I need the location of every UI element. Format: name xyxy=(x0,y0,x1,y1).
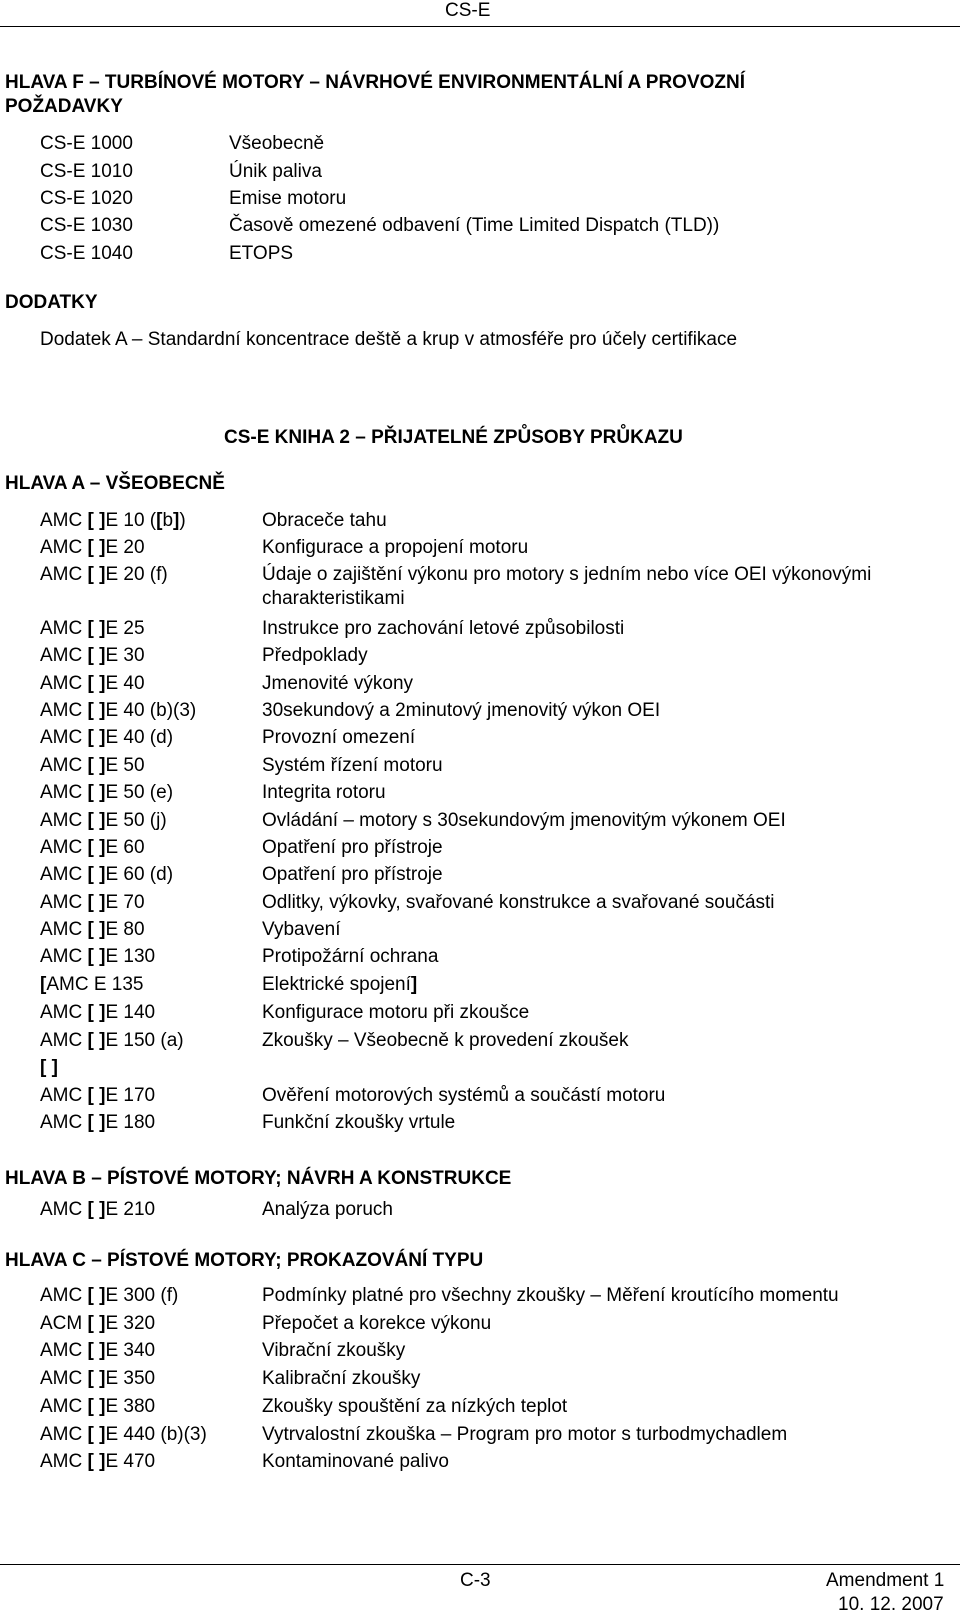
amendment-bracket: [ ] xyxy=(87,564,106,585)
code-text: AMC xyxy=(40,1396,88,1417)
list-item-description xyxy=(262,1368,420,1390)
list-item-code xyxy=(40,1313,155,1335)
amendment-bracket: [ xyxy=(40,974,47,995)
code-text: AMC xyxy=(40,564,88,585)
amendment-bracket: [ ] xyxy=(87,864,106,885)
code-text: E 50 (j) xyxy=(105,810,167,831)
code-text: AMC xyxy=(40,755,88,776)
code-text: E 50 (e) xyxy=(105,782,174,803)
code-text: AMC xyxy=(40,1199,88,1220)
amendment-bracket: [ ] xyxy=(87,537,106,558)
amendment: Amendment 1 xyxy=(826,1570,945,1591)
description-text: Kalibrační zkoušky xyxy=(262,1368,421,1389)
code-text: E 30 xyxy=(105,645,145,666)
code-text: AMC xyxy=(40,1340,88,1361)
description-text: Předpoklady xyxy=(262,645,368,666)
code-text: E 210 xyxy=(105,1199,156,1220)
amendment-bracket: [ ] xyxy=(87,892,106,913)
code-text: E 170 xyxy=(105,1085,156,1106)
code-text: AMC xyxy=(40,510,88,531)
list-item-code xyxy=(40,727,173,749)
description-text: Podmínky platné pro všechny zkoušky – Měření kroutícího momentu xyxy=(262,1285,839,1306)
hlava-f-title-cont: POŽADAVKY xyxy=(5,96,123,117)
list-item-code xyxy=(40,892,145,914)
code-text: AMC xyxy=(40,537,88,558)
code-text: b xyxy=(162,510,174,531)
page-number: C-3 xyxy=(460,1570,491,1591)
code-text: AMC xyxy=(40,645,88,666)
amendment-bracket: [ ] xyxy=(87,1424,106,1445)
list-item-description xyxy=(262,564,871,586)
list-item-description-cont: charakteristikami xyxy=(262,588,405,609)
list-item-code xyxy=(40,510,186,532)
amendment-bracket: [ xyxy=(156,510,163,531)
kniha-2-title: CS-E KNIHA 2 – PŘIJATELNÉ ZPŮSOBY PRŮKAZU xyxy=(224,427,683,448)
code-text: AMC xyxy=(40,946,88,967)
code-text: E 380 xyxy=(105,1396,156,1417)
list-item-description xyxy=(262,1396,567,1418)
footer-rule xyxy=(0,1564,960,1565)
code-text: AMC xyxy=(40,919,88,940)
description-text: Zkoušky – Všeobecně k provedení zkoušek xyxy=(262,1030,629,1051)
amendment-bracket: [ ] xyxy=(87,1396,106,1417)
code-text: E 150 (a) xyxy=(105,1030,184,1051)
dodatek-a: Dodatek A – Standardní koncentrace deště a krup v atmosféře pro účely certifikace xyxy=(40,329,738,350)
list-item-code xyxy=(40,537,145,559)
list-item-description xyxy=(262,510,387,532)
description-text: Přepočet a korekce výkonu xyxy=(262,1313,492,1334)
list-item-description xyxy=(262,1085,665,1107)
code-text: E 20 (f) xyxy=(105,564,168,585)
amendment-bracket: [ ] xyxy=(87,810,106,831)
list-item-description xyxy=(262,1199,393,1221)
amendment-bracket: [ ] xyxy=(87,1368,106,1389)
description-text: Opatření pro přístroje xyxy=(262,837,443,858)
code-text: E 60 (d) xyxy=(105,864,174,885)
description-text: Kontaminované palivo xyxy=(262,1451,449,1472)
list-item-code xyxy=(40,1285,178,1307)
header-rule xyxy=(0,26,960,27)
description-text: Obraceče tahu xyxy=(262,510,387,531)
description-text: 30sekundový a 2minutový jmenovitý výkon OEI xyxy=(262,700,661,721)
list-item-code xyxy=(40,1057,58,1079)
amendment-bracket: [ ] xyxy=(87,755,106,776)
list-item-code xyxy=(40,1451,155,1473)
list-item-code xyxy=(40,673,145,695)
list-item-description xyxy=(262,892,775,914)
description-text: Vibrační zkoušky xyxy=(262,1340,406,1361)
amendment-bracket: [ ] xyxy=(87,1199,106,1220)
code-text: AMC xyxy=(40,1030,88,1051)
amendment-bracket: [ ] xyxy=(87,700,106,721)
code-text: E 25 xyxy=(105,618,145,639)
code-text: ACM xyxy=(40,1313,88,1334)
list-item-code xyxy=(40,1030,184,1052)
description-text: Jmenovité výkony xyxy=(262,673,414,694)
code-text: AMC xyxy=(40,727,88,748)
amendment-bracket: [ ] xyxy=(87,645,106,666)
code-text: AMC xyxy=(40,1112,88,1133)
list-item-code xyxy=(40,864,173,886)
code-text: ) xyxy=(179,510,186,531)
code-text: E 40 xyxy=(105,673,145,694)
amendment-date: 10. 12. 2007 xyxy=(838,1594,944,1615)
amendment-bracket: [ ] xyxy=(87,837,106,858)
amendment-bracket: [ ] xyxy=(87,1340,106,1361)
amendment-bracket: [ ] xyxy=(87,1085,106,1106)
code-text: AMC xyxy=(40,837,88,858)
hlava-b-title: HLAVA B – PÍSTOVÉ MOTORY; NÁVRH A KONSTRUKCE xyxy=(5,1168,512,1189)
code-text: E 20 xyxy=(105,537,145,558)
code-text: E 470 xyxy=(105,1451,156,1472)
list-item-description xyxy=(262,782,386,804)
code-text: AMC xyxy=(40,700,88,721)
description-text: Instrukce pro zachování letové způsobilosti xyxy=(262,618,625,639)
description-text: Údaje o zajištění výkonu pro motory s jedním nebo více OEI výkonovými xyxy=(262,564,872,585)
description-text: Protipožární ochrana xyxy=(262,946,439,967)
list-item-description xyxy=(262,919,341,941)
description-text: Systém řízení motoru xyxy=(262,755,443,776)
description-text: Odlitky, výkovky, svařované konstrukce a svařované součásti xyxy=(262,892,775,913)
list-item-code xyxy=(40,1368,155,1390)
list-item-description xyxy=(262,810,786,832)
code-text: E 80 xyxy=(105,919,145,940)
list-item-code xyxy=(40,1085,155,1107)
list-item-code xyxy=(40,700,196,722)
description-text: Analýza poruch xyxy=(262,1199,393,1220)
amendment-bracket: [ ] xyxy=(40,1057,58,1078)
list-item-code: CS-E 1040 xyxy=(40,243,133,264)
hlava-c-title: HLAVA C – PÍSTOVÉ MOTORY; PROKAZOVÁNÍ TYPU xyxy=(5,1250,484,1271)
description-text: Integrita rotoru xyxy=(262,782,386,803)
list-item-code xyxy=(40,810,167,832)
amendment-bracket: [ ] xyxy=(87,510,106,531)
list-item-code xyxy=(40,1002,155,1024)
list-item-code xyxy=(40,837,145,859)
list-item-code xyxy=(40,946,155,968)
list-item-code xyxy=(40,974,143,996)
list-item-code xyxy=(40,1396,155,1418)
list-item-description xyxy=(262,974,417,996)
dodatky-title: DODATKY xyxy=(5,292,98,313)
list-item-description xyxy=(262,537,528,559)
code-text: AMC xyxy=(40,618,88,639)
code-text: AMC xyxy=(40,810,88,831)
description-text: Vybavení xyxy=(262,919,341,940)
description-text: Konfigurace motoru při zkoušce xyxy=(262,1002,530,1023)
list-item-code xyxy=(40,645,145,667)
list-item-code xyxy=(40,1340,155,1362)
code-text: E 300 (f) xyxy=(105,1285,179,1306)
list-item-code xyxy=(40,919,145,941)
description-text: Ovládání – motory s 30sekundovým jmenovitým výkonem OEI xyxy=(262,810,786,831)
code-text: E 40 (d) xyxy=(105,727,174,748)
list-item-description xyxy=(262,1002,529,1024)
code-text: E 180 xyxy=(105,1112,156,1133)
list-item-code xyxy=(40,1199,155,1221)
amendment-bracket: [ ] xyxy=(87,782,106,803)
list-item-code xyxy=(40,1112,155,1134)
list-item-description xyxy=(262,1451,449,1473)
list-item-code xyxy=(40,618,145,640)
amendment-bracket: [ ] xyxy=(87,1002,106,1023)
code-text: AMC xyxy=(40,1085,88,1106)
code-text: AMC xyxy=(40,673,88,694)
amendment-bracket: [ ] xyxy=(87,1285,106,1306)
running-header: CS-E xyxy=(445,0,491,21)
code-text: AMC xyxy=(40,1002,88,1023)
list-item-description xyxy=(262,1424,787,1446)
amendment-bracket: ] xyxy=(173,510,180,531)
code-text: E 140 xyxy=(105,1002,156,1023)
amendment-bracket: [ ] xyxy=(87,919,106,940)
amendment-bracket: [ ] xyxy=(87,618,106,639)
list-item-description xyxy=(262,755,443,777)
list-item-title: ETOPS xyxy=(229,243,294,264)
list-item-description xyxy=(262,1030,628,1052)
code-text: AMC xyxy=(40,1424,88,1445)
amendment-bracket: [ ] xyxy=(87,1451,106,1472)
list-item-description xyxy=(262,946,438,968)
amendment-bracket: [ ] xyxy=(87,1030,106,1051)
code-text: E 130 xyxy=(105,946,156,967)
code-text: AMC xyxy=(40,1368,88,1389)
list-item-description xyxy=(262,618,624,640)
amendment-bracket: [ ] xyxy=(87,1112,106,1133)
code-text: E 40 (b)(3) xyxy=(105,700,197,721)
code-text: E 440 (b)(3) xyxy=(105,1424,207,1445)
code-text: AMC xyxy=(40,782,88,803)
list-item-code xyxy=(40,1424,207,1446)
list-item-title: Všeobecně xyxy=(229,133,325,154)
description-text: Funkční zkoušky vrtule xyxy=(262,1112,456,1133)
description-text: Provozní omezení xyxy=(262,727,416,748)
code-text: E 70 xyxy=(105,892,145,913)
code-text: E 320 xyxy=(105,1313,156,1334)
amendment-bracket: [ ] xyxy=(87,946,106,967)
amendment-bracket: ] xyxy=(410,974,418,995)
hlava-a-title: HLAVA A – VŠEOBECNĚ xyxy=(5,473,225,494)
list-item-code xyxy=(40,782,173,804)
description-text: Konfigurace a propojení motoru xyxy=(262,537,529,558)
amendment-bracket: [ ] xyxy=(87,1313,106,1334)
code-text: E 50 xyxy=(105,755,145,776)
list-item-description xyxy=(262,727,415,749)
amendment-bracket: [ ] xyxy=(87,727,106,748)
list-item-code: CS-E 1030 xyxy=(40,215,133,236)
list-item-description xyxy=(262,700,660,722)
code-text: AMC xyxy=(40,1451,88,1472)
list-item-description xyxy=(262,1340,405,1362)
description-text: Zkoušky spouštění za nízkých teplot xyxy=(262,1396,568,1417)
list-item-title: Časově omezené odbavení (Time Limited Dispatch (TLD)) xyxy=(229,215,720,236)
list-item-code: CS-E 1010 xyxy=(40,161,133,182)
hlava-f-title: HLAVA F – TURBÍNOVÉ MOTORY – NÁVRHOVÉ ENVIRONMENTÁLNÍ A PROVOZNÍ xyxy=(5,72,745,93)
code-text: E 340 xyxy=(105,1340,156,1361)
code-text: AMC xyxy=(40,892,88,913)
code-text: E 350 xyxy=(105,1368,156,1389)
list-item-code: CS-E 1020 xyxy=(40,188,133,209)
code-text: AMC xyxy=(40,1285,88,1306)
code-text: E 10 ( xyxy=(105,510,157,531)
description-text: Vytrvalostní zkouška – Program pro motor s turbodmychadlem xyxy=(262,1424,788,1445)
list-item-title: Únik paliva xyxy=(229,161,322,182)
list-item-code xyxy=(40,755,145,777)
list-item-description xyxy=(262,864,443,886)
list-item-description xyxy=(262,1112,455,1134)
list-item-description xyxy=(262,645,368,667)
list-item-description xyxy=(262,673,413,695)
list-item-description xyxy=(262,1285,839,1307)
description-text: Elektrické spojení xyxy=(262,974,411,995)
description-text: Ověření motorových systémů a součástí motoru xyxy=(262,1085,666,1106)
code-text: E 60 xyxy=(105,837,145,858)
description-text: Opatření pro přístroje xyxy=(262,864,443,885)
code-text: AMC E 135 xyxy=(46,974,144,995)
list-item-code: CS-E 1000 xyxy=(40,133,133,154)
amendment-bracket: [ ] xyxy=(87,673,106,694)
list-item-description xyxy=(262,1313,491,1335)
code-text: AMC xyxy=(40,864,88,885)
list-item-title: Emise motoru xyxy=(229,188,347,209)
list-item-description xyxy=(262,837,443,859)
list-item-code xyxy=(40,564,168,586)
